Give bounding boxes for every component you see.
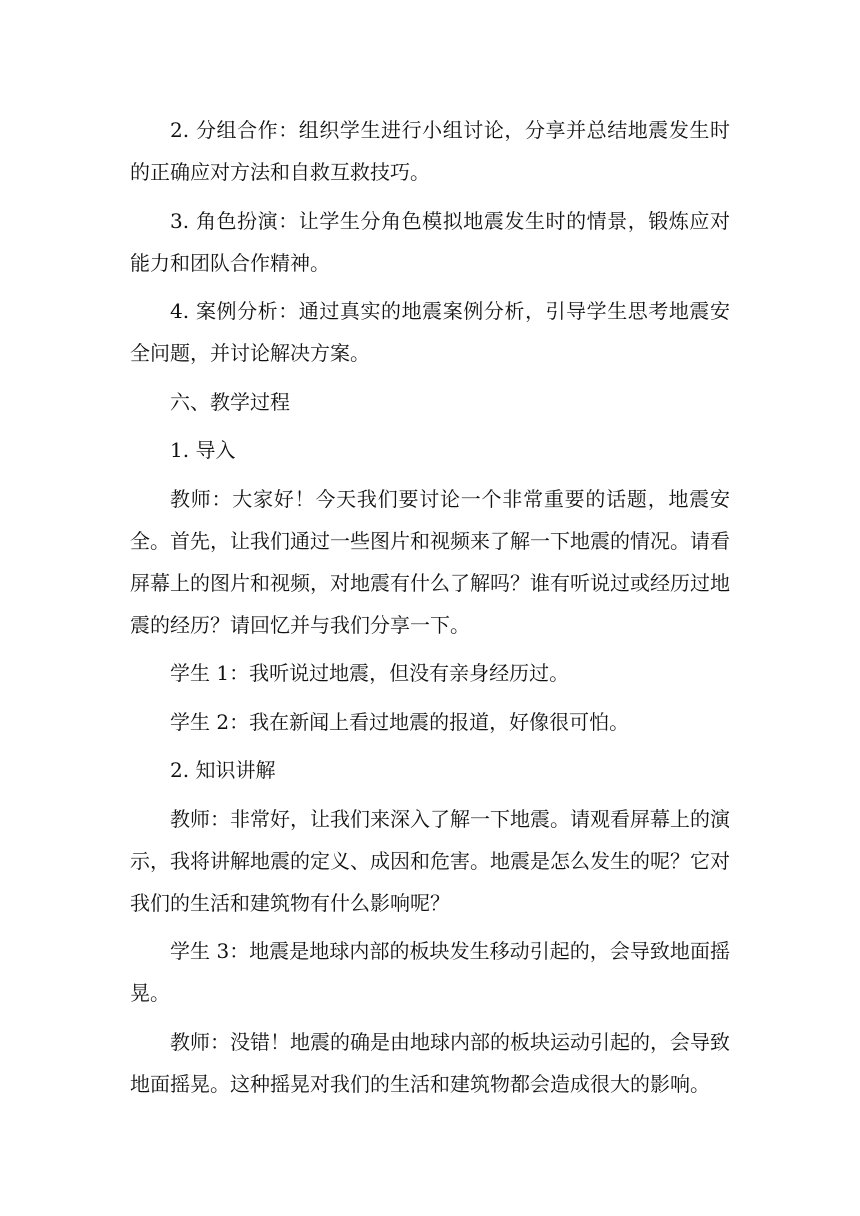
paragraph-case-analysis: 4. 案例分析：通过真实的地震案例分析，引导学生思考地震安全问题，并讨论解决方案。 (130, 299, 730, 365)
paragraph-teacher-explanation: 教师：非常好，让我们来深入了解一下地震。请观看屏幕上的演示，我将讲解地震的定义、成因和危害。地震是怎么发生的呢？它对我们的生活和建筑物有什么影响呢？ (130, 806, 730, 915)
paragraph-role-play: 3. 角色扮演：让学生分角色模拟地震发生时的情景，锻炼应对能力和团队合作精神。 (130, 208, 730, 275)
paragraph-teacher-confirmation: 教师：没错！地震的确是由地球内部的板块运动引起的，会导致地面摇晃。这种摇晃对我们的生活和建筑物都会造成很大的影响。 (130, 1029, 730, 1096)
document-body (130, 109, 730, 1111)
subheading-knowledge-explanation: 2. 知识讲解 (170, 758, 276, 782)
paragraph-student-3: 学生 3：地震是地球内部的板块发生移动引起的，会导致地面摇晃。 (130, 939, 730, 1005)
paragraph-group-cooperation: 2. 分组合作：组织学生进行小组讨论，分享并总结地震发生时的正确应对方法和自救互救技巧。 (130, 118, 730, 184)
paragraph-student-1: 学生 1：我听说过地震，但没有亲身经历过。 (170, 661, 570, 685)
section-heading-teaching-process: 六、教学过程 (170, 389, 290, 414)
paragraph-student-2: 学生 2：我在新闻上看过地震的报道，好像很可怕。 (170, 709, 630, 734)
subheading-introduction: 1. 导入 (170, 438, 236, 462)
paragraph-teacher-intro: 教师：大家好！今天我们要讨论一个非常重要的话题，地震安全。首先，让我们通过一些图片和视频来了解一下地震的情况。请看屏幕上的图片和视频，对地震有什么了解吗？谁有听说过或经历过地震的经历？请回忆并与我们分享一下。 (130, 486, 730, 637)
